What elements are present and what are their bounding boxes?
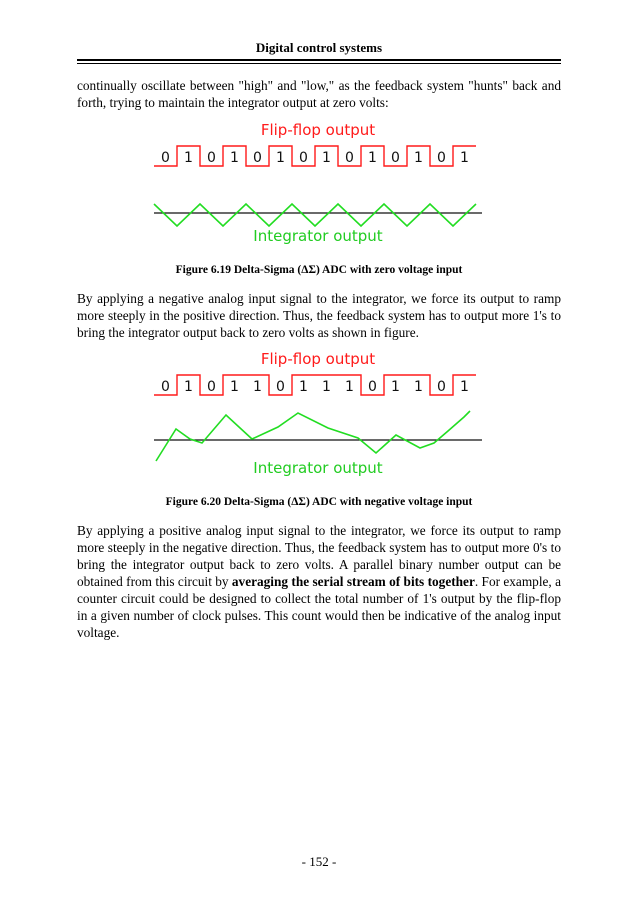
bit-label: 1: [414, 150, 423, 166]
bit-label: 0: [207, 150, 216, 166]
bit-label: 1: [414, 379, 423, 395]
bit-label: 0: [207, 379, 216, 395]
paragraph-3: [77, 522, 561, 641]
integrator-title: Integrator output: [253, 459, 383, 477]
figure-1-diagram: [152, 118, 484, 246]
paragraph-3-start: By applying a positive analog input signal to the integrator, we force its output to ramp more steeply in the negative direction. Thus, the feedback system has to output more 0's to bring the integrator output back to zero volts. A parallel binary number output can be obtained from this circuit by: [77, 523, 561, 589]
integrator-waveform: [154, 204, 476, 226]
bit-label: 0: [253, 150, 262, 166]
bit-label: 1: [299, 379, 308, 395]
paragraph-2: By applying a negative analog input signal to the integrator, we force its output to ramp more steeply in the positive direction. Thus, the feedback system has to output more 1's to bring the integrator output back to zero volts as shown in figure.: [77, 291, 561, 340]
page-number: - 152 -: [301, 854, 337, 869]
bit-label: 0: [437, 150, 446, 166]
bit-label: 1: [276, 150, 285, 166]
bit-label: 1: [460, 150, 469, 166]
bit-label: 0: [161, 379, 170, 395]
bit-labels: [161, 379, 469, 395]
bit-label: 1: [345, 379, 354, 395]
bit-label: 1: [322, 379, 331, 395]
header-rule-thin: [77, 63, 561, 64]
figure-zero-input: [152, 118, 484, 246]
bit-label: 0: [345, 150, 354, 166]
bit-label: 1: [391, 379, 400, 395]
paragraph-1: continually oscillate between "high" and "low," as the feedback system "hunts" back and forth, trying to maintain the integrator output at zero volts:: [77, 78, 561, 110]
flip-flop-waveform: [154, 375, 476, 395]
flip-flop-trace: [154, 146, 476, 166]
header-rule: [77, 59, 561, 61]
paragraph-3-emphasis: averaging the serial stream of bits together: [231, 574, 475, 589]
bit-label: 0: [276, 379, 285, 395]
bit-label: 1: [460, 379, 469, 395]
figure-negative-input: [152, 347, 484, 480]
bit-label: 0: [391, 150, 400, 166]
running-header: Digital control systems: [255, 40, 383, 55]
integrator-waveform: [156, 411, 470, 461]
flip-flop-waveform: [154, 146, 476, 166]
bit-label: 1: [368, 150, 377, 166]
bit-label: 1: [322, 150, 331, 166]
flip-flop-title: Flip-flop output: [260, 121, 376, 139]
bit-label: 0: [161, 150, 170, 166]
bit-label: 0: [299, 150, 308, 166]
bit-label: 0: [368, 379, 377, 395]
figure-2-diagram: [152, 347, 484, 480]
flip-flop-trace: [154, 375, 476, 395]
paragraph-3-end: . For example, a counter circuit could be designed to collect the total number of 1's output by the flip-flop in a given number of clock pulses. This count would then be indicative of the analog input voltage.: [77, 574, 561, 640]
bit-label: 1: [230, 150, 239, 166]
bit-label: 1: [230, 379, 239, 395]
bit-label: 1: [184, 150, 193, 166]
flip-flop-title: Flip-flop output: [260, 350, 376, 368]
bit-label: 1: [184, 379, 193, 395]
figure-2-caption: Figure 6.20 Delta-Sigma (ΔΣ) ADC with negative voltage input: [165, 496, 473, 508]
integrator-title: Integrator output: [253, 227, 383, 245]
bit-label: 1: [253, 379, 262, 395]
bit-label: 0: [437, 379, 446, 395]
figure-1-caption: Figure 6.19 Delta-Sigma (ΔΣ) ADC with zero voltage input: [175, 264, 463, 276]
